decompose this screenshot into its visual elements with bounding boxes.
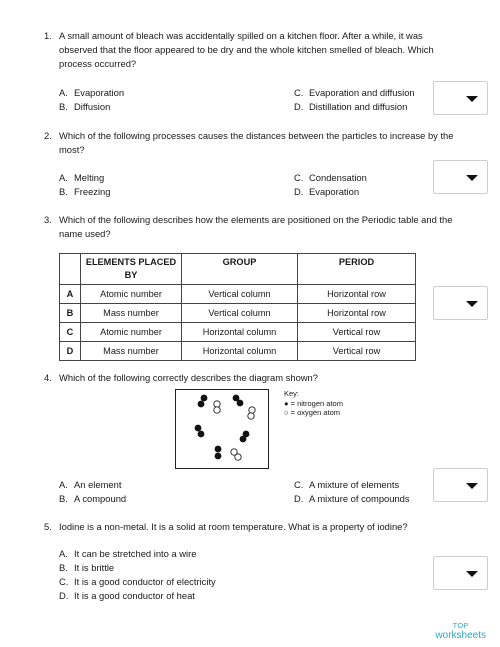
table-cell: Vertical row bbox=[298, 342, 416, 361]
table-row-label: A bbox=[60, 285, 81, 304]
question-1-number: 1. bbox=[44, 30, 52, 41]
question-1-option-b: B. Diffusion bbox=[59, 101, 111, 112]
question-5-option-c: C. It is a good conductor of electricity bbox=[59, 576, 216, 587]
question-1-option-c: C. Evaporation and diffusion bbox=[294, 87, 415, 98]
question-4-answer-dropdown[interactable] bbox=[433, 468, 488, 502]
nitrogen-atom bbox=[237, 400, 244, 407]
table-cell: Atomic number bbox=[81, 285, 182, 304]
nitrogen-atom bbox=[240, 436, 247, 443]
oxygen-atom bbox=[214, 401, 220, 407]
key-title: Key: bbox=[284, 389, 300, 398]
nitrogen-atom bbox=[215, 453, 222, 460]
question-2-option-a: A. Melting bbox=[59, 172, 105, 183]
oxygen-atom bbox=[214, 407, 220, 413]
table-header-placed-by: ELEMENTS PLACED BY bbox=[81, 254, 182, 285]
question-5-answer-dropdown[interactable] bbox=[433, 556, 488, 590]
question-5-text: Iodine is a non-metal. It is a solid at room temperature. What is a property of iodine? bbox=[59, 521, 408, 532]
question-1-option-d: D. Distillation and diffusion bbox=[294, 101, 408, 112]
question-2-number: 2. bbox=[44, 130, 52, 141]
table-cell: Mass number bbox=[81, 304, 182, 323]
oxygen-atom bbox=[248, 413, 254, 419]
question-3-answer-dropdown[interactable] bbox=[433, 286, 488, 320]
table-row bbox=[60, 285, 416, 304]
key-oxygen-row: ○ = oxygen atom bbox=[284, 408, 341, 417]
table-row-label: C bbox=[60, 323, 81, 342]
oxygen-atom bbox=[249, 407, 255, 413]
question-4-option-d: D. A mixture of compounds bbox=[294, 493, 410, 504]
question-3-number: 3. bbox=[44, 214, 52, 225]
question-2-answer-dropdown[interactable] bbox=[433, 160, 488, 194]
question-4-option-b: B. A compound bbox=[59, 493, 127, 504]
nitrogen-atom bbox=[195, 425, 202, 432]
question-2-option-c: C. Condensation bbox=[294, 172, 367, 183]
table-cell: Horizontal column bbox=[182, 323, 298, 342]
triangle-down-icon bbox=[466, 301, 478, 307]
table-row bbox=[60, 323, 416, 342]
table-header-group: GROUP bbox=[182, 254, 298, 285]
table-header-row bbox=[60, 254, 416, 285]
table-cell: Vertical column bbox=[182, 304, 298, 323]
question-2-option-d: D. Evaporation bbox=[294, 186, 360, 197]
question-2-text: Which of the following processes causes the distances between the particles to increase by the most? bbox=[59, 130, 454, 155]
table-cell: Vertical column bbox=[182, 285, 298, 304]
nitrogen-atom bbox=[201, 395, 208, 402]
table-header-period: PERIOD bbox=[298, 254, 416, 285]
periodic-table-options bbox=[59, 253, 416, 361]
nitrogen-atom bbox=[198, 431, 205, 438]
question-2-option-b: B. Freezing bbox=[59, 186, 111, 197]
question-3-text: Which of the following describes how the elements are positioned on the Periodic table and the name used? bbox=[59, 214, 453, 239]
table-cell: Horizontal row bbox=[298, 285, 416, 304]
table-cell: Mass number bbox=[81, 342, 182, 361]
diagram-key bbox=[284, 389, 343, 418]
triangle-down-icon bbox=[466, 483, 478, 489]
table-cell: Atomic number bbox=[81, 323, 182, 342]
table-row-label: B bbox=[60, 304, 81, 323]
brand-line-1: TOP bbox=[452, 621, 469, 630]
nitrogen-atom bbox=[215, 446, 222, 453]
particle-diagram-svg bbox=[176, 390, 268, 468]
particle-diagram bbox=[175, 389, 269, 469]
table-cell: Horizontal column bbox=[182, 342, 298, 361]
brand-line-2: worksheets bbox=[435, 630, 486, 641]
question-5-option-d: D. It is a good conductor of heat bbox=[59, 590, 195, 601]
question-1-answer-dropdown[interactable] bbox=[433, 81, 488, 115]
question-1-text: A small amount of bleach was accidentally spilled on a kitchen floor. After a while, it was observed that the floor appeared to be dry and the whole kitchen smelled of bleach. Which process occurred? bbox=[59, 30, 434, 69]
question-5-option-b: B. It is brittle bbox=[59, 562, 115, 573]
oxygen-atom bbox=[235, 454, 241, 460]
question-4-text: Which of the following correctly describes the diagram shown? bbox=[59, 372, 318, 383]
question-4-number: 4. bbox=[44, 372, 52, 383]
topworksheets-logo[interactable] bbox=[435, 622, 486, 641]
table-header-blank bbox=[60, 254, 81, 285]
filled-circle-icon: ● bbox=[284, 398, 289, 408]
nitrogen-atom bbox=[198, 401, 205, 408]
triangle-down-icon bbox=[466, 175, 478, 181]
question-5-number: 5. bbox=[44, 521, 52, 532]
table-cell: Horizontal row bbox=[298, 304, 416, 323]
question-5-option-a: A. It can be stretched into a wire bbox=[59, 548, 197, 559]
table-row bbox=[60, 304, 416, 323]
empty-circle-icon: ○ bbox=[284, 408, 289, 417]
table-row-label: D bbox=[60, 342, 81, 361]
triangle-down-icon bbox=[466, 571, 478, 577]
question-1-option-a: A. Evaporation bbox=[59, 87, 125, 98]
table-cell: Vertical row bbox=[298, 323, 416, 342]
question-4-option-c: C. A mixture of elements bbox=[294, 479, 400, 490]
table-row bbox=[60, 342, 416, 361]
triangle-down-icon bbox=[466, 96, 478, 102]
key-nitrogen-row: ● = nitrogen atom bbox=[284, 398, 343, 408]
question-4-option-a: A. An element bbox=[59, 479, 122, 490]
